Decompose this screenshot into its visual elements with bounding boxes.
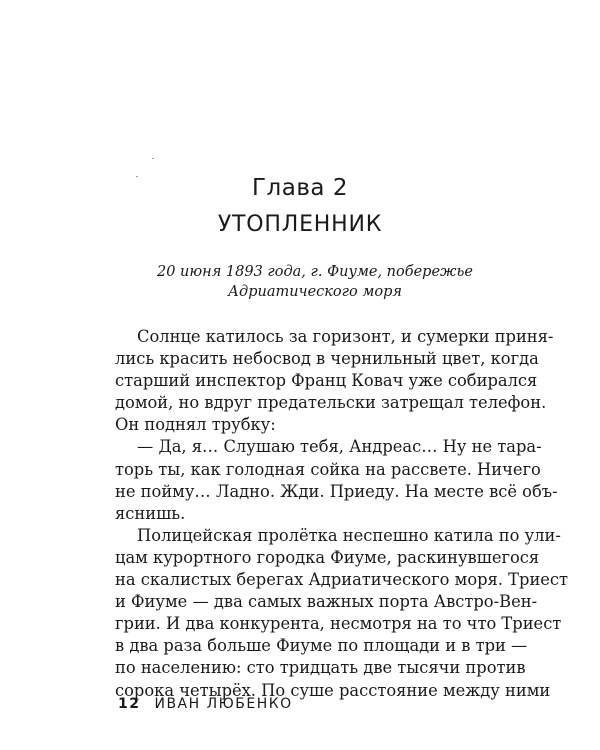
page-footer [118,696,293,712]
text-line: в два раза больше Фиуме по площади и в три — [115,636,528,656]
text-line: по населению: сто тридцать две тысячи против [115,658,526,678]
chapter-number: Глава 2 [252,175,348,201]
epigraph-line: 20 июня 1893 года, г. Фиуме, побережье [156,264,474,280]
text-line: цам курортного городка Фиуме, раскинувшегося [115,547,540,567]
text-line: Он поднял трубку: [115,415,276,435]
chapter-title: УТОПЛЕННИК [217,212,383,237]
text-line: и Фиуме — два самых важных порта Австро-Вен- [115,592,538,612]
text-line: домой, но вдруг предательски затрещал телефон. [115,393,547,413]
text-line: торь ты, как голодная сойка на рассвете. Ничего [115,459,541,479]
text-line: на скалистых берегах Адриатического моря. Триест [115,570,569,590]
text-line: сорока четырёх. По суше расстояние между ними [115,680,551,700]
body-text [115,326,569,702]
page-number: 12 [118,696,141,712]
text-line: Солнце катилось за горизонт, и сумерки приня- [137,327,554,346]
running-head: ИВАН ЛЮБЕНКО [154,696,293,712]
text-line: не пойму… Ладно. Жди. Приеду. На месте всё объ- [115,481,558,501]
text-line: Полицейская пролётка неспешно катила по ули- [137,525,561,545]
epigraph [150,262,480,302]
epigraph-line: Адриатического моря [228,284,402,300]
text-line: лись красить небосвод в чернильный цвет, когда [115,349,539,369]
text-line: грии. И два конкурента, несмотря на то что Триест [115,614,562,634]
text-line: яснишь. [115,503,186,523]
print-speck [152,158,154,159]
text-line: — Да, я… Слушаю тебя, Андреас… Ну не тара- [137,437,542,457]
text-line: старший инспектор Франц Ковач уже собирался [115,371,538,391]
